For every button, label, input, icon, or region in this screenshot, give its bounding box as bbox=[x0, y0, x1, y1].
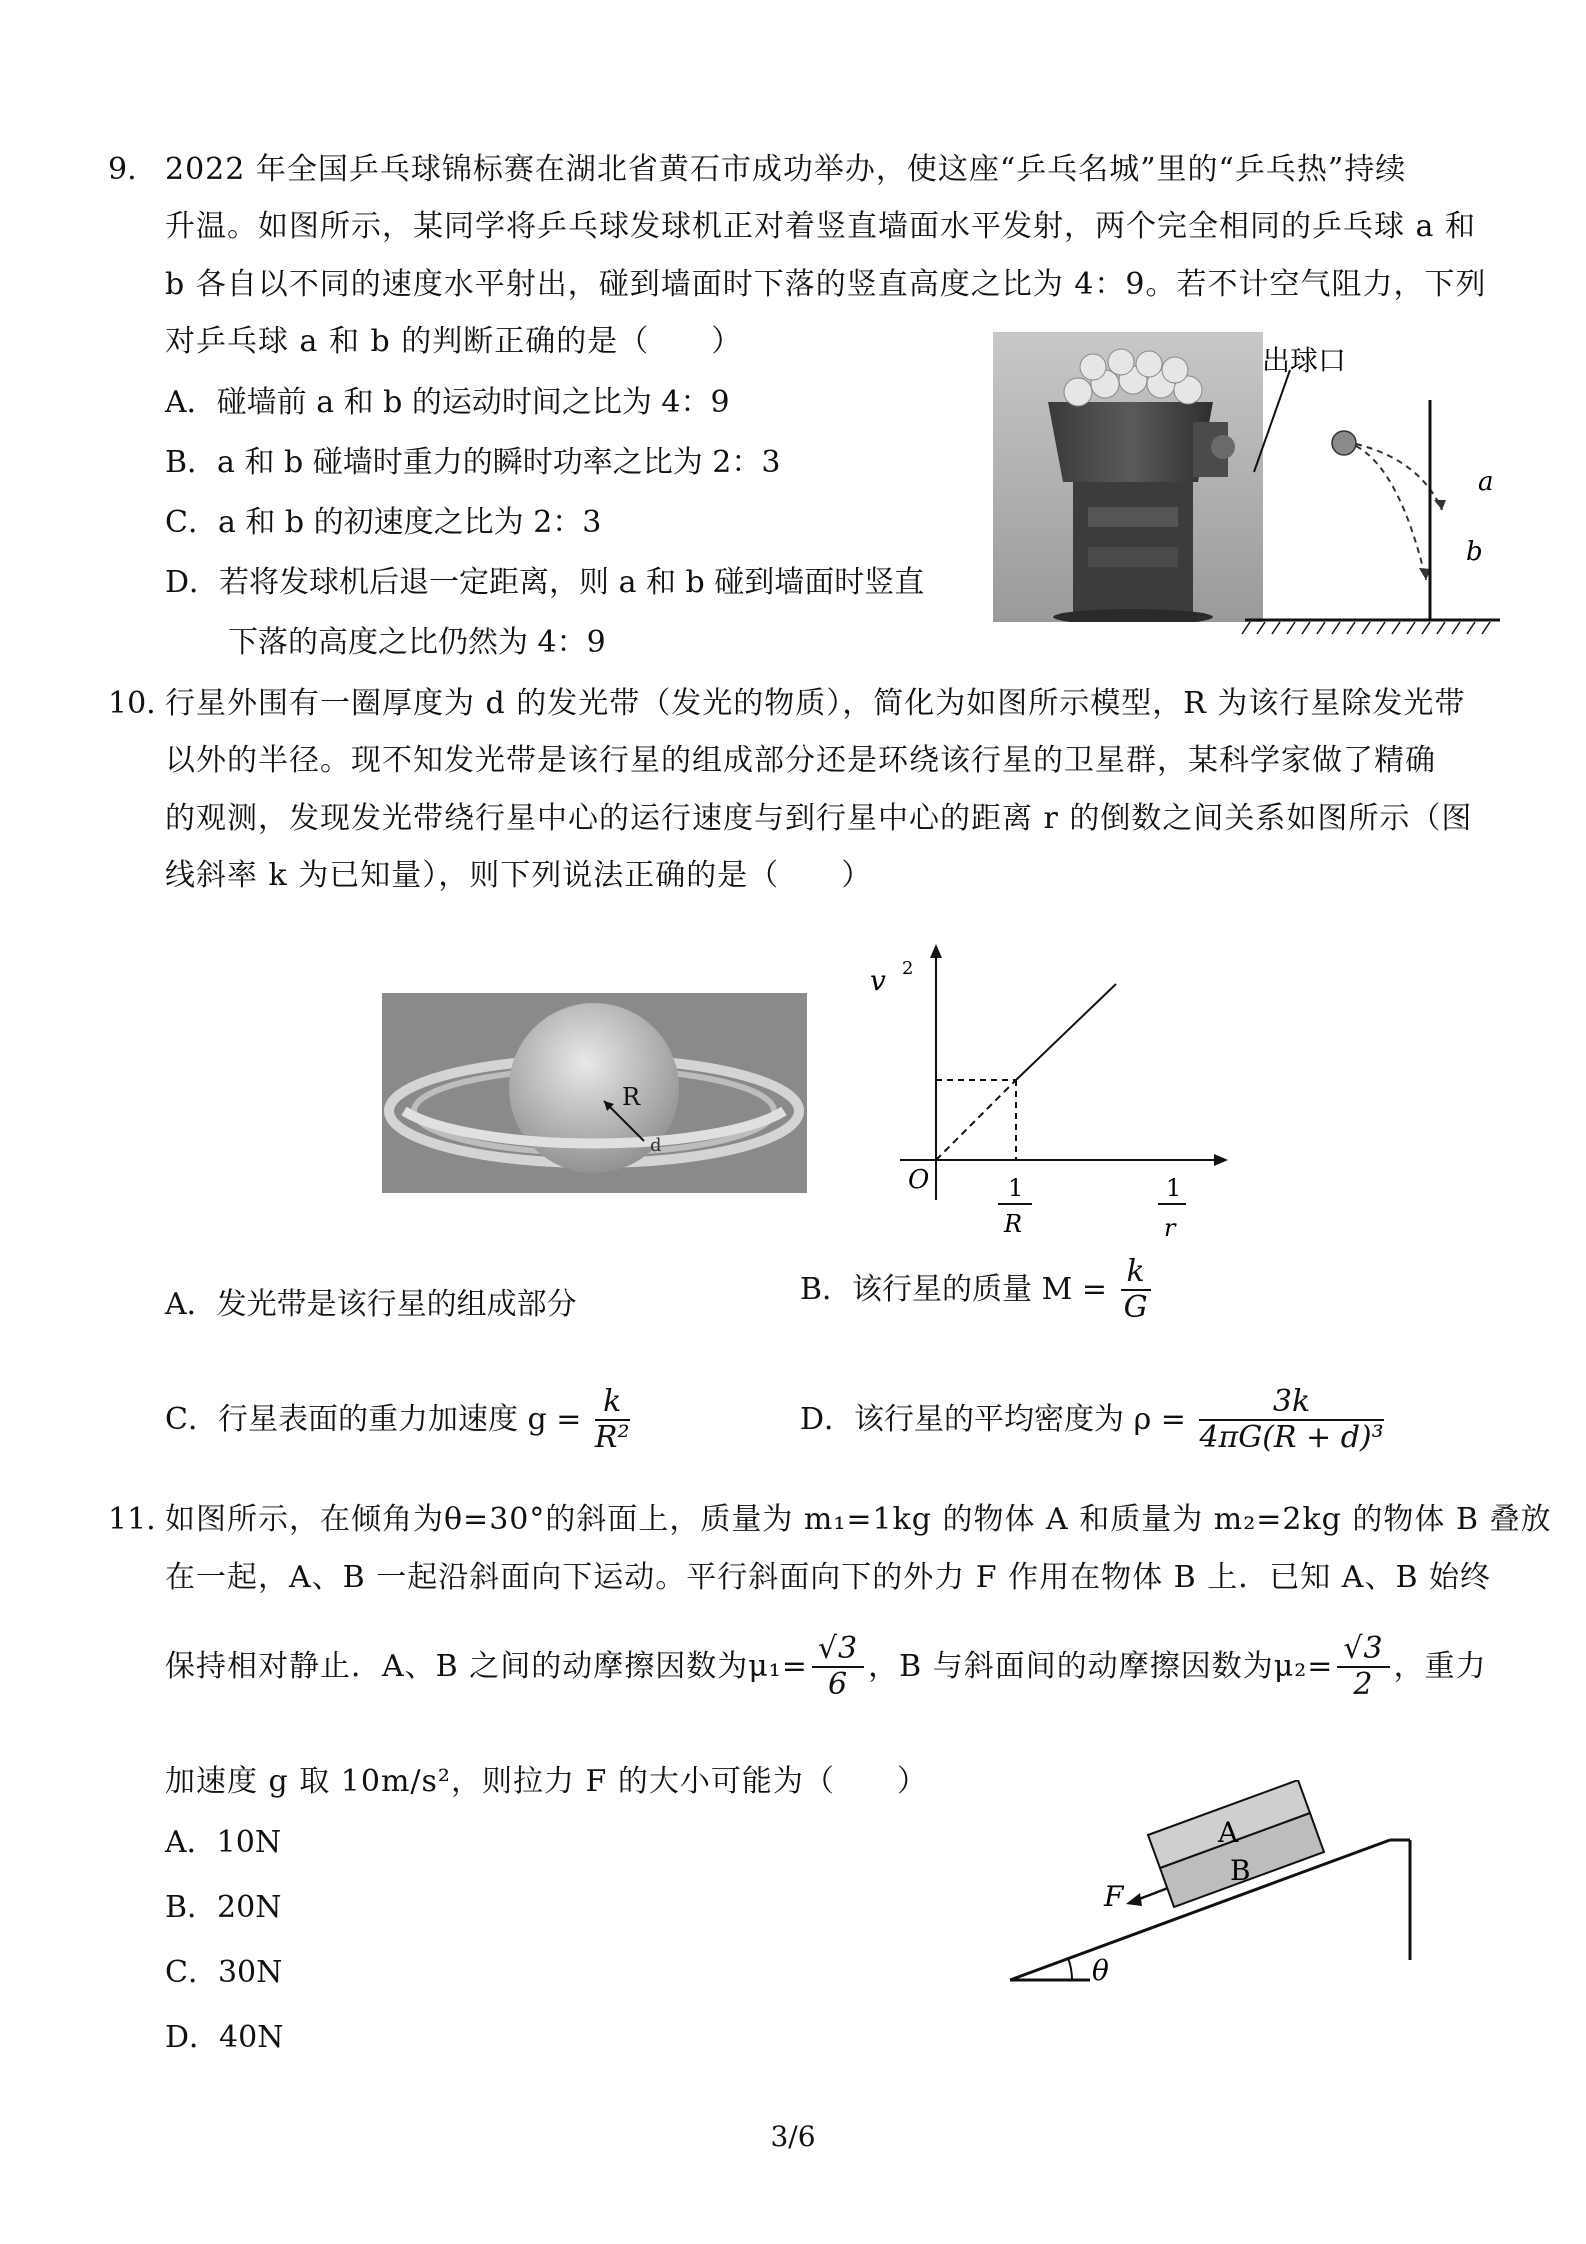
q9-text-line-1: 2022 年全国乒乓球锦标赛在湖北省黄石市成功举办，使这座“乒乓名城”里的“乒乓热”持续 bbox=[165, 152, 1407, 187]
q9-option-d-cont: 下落的高度之比仍然为 4：9 bbox=[228, 625, 606, 660]
mu2-num: √3 bbox=[1337, 1632, 1389, 1668]
q10-text-line-1: 行星外围有一圈厚度为 d 的发光带（发光的物质），简化为如图所示模型，R 为该行星除发光带 bbox=[165, 686, 1466, 721]
planet-d-label: d bbox=[650, 1135, 662, 1156]
mu1-num: √3 bbox=[812, 1632, 864, 1668]
q11-text-line-3 bbox=[165, 1632, 1487, 1702]
outlet-label: 出球口 bbox=[1262, 344, 1347, 377]
mu1-frac bbox=[812, 1632, 864, 1702]
mu1-den: 6 bbox=[827, 1667, 849, 1702]
block-a-label: A bbox=[1218, 1816, 1239, 1849]
q11-option-d: D．40N bbox=[165, 2020, 284, 2055]
q10-option-b-den: G bbox=[1123, 1290, 1148, 1325]
q10-option-d-num: 3k bbox=[1199, 1385, 1383, 1421]
q10-option-b-num: k bbox=[1121, 1255, 1151, 1291]
q11-option-c: C．30N bbox=[165, 1955, 283, 1990]
q10-text-line-3: 的观测，发现发光带绕行星中心的运行速度与到行星中心的距离 r 的倒数之间关系如图所示（图 bbox=[165, 801, 1473, 836]
planet-r-label: R bbox=[622, 1083, 641, 1111]
force-label: F bbox=[1104, 1880, 1124, 1913]
q10-option-b-frac bbox=[1121, 1255, 1151, 1325]
q10-option-b bbox=[800, 1255, 1155, 1325]
incline-diagram bbox=[1000, 1780, 1420, 1990]
mu2-frac bbox=[1337, 1632, 1389, 1702]
velocity-graph bbox=[860, 940, 1240, 1260]
q9-option-d: D．若将发球机后退一定距离，则 a 和 b 碰到墙面时竖直 bbox=[165, 565, 925, 600]
q10-option-d bbox=[800, 1385, 1388, 1455]
q9-number: 9. bbox=[108, 152, 137, 187]
ball-a-label: a bbox=[1478, 467, 1494, 497]
q11-text-line-2: 在一起，A、B 一起沿斜面向下运动。平行斜面向下的外力 F 作用在物体 B 上．已知 A、B 始终 bbox=[165, 1560, 1492, 1595]
graph-xlabel-den: r bbox=[1164, 1214, 1176, 1242]
q10-option-c-num: k bbox=[595, 1385, 630, 1421]
q10-text-line-4: 线斜率 k 为已知量），则下列说法正确的是（ ） bbox=[165, 858, 873, 893]
q9-option-a: A．碰墙前 a 和 b 的运动时间之比为 4：9 bbox=[165, 385, 730, 420]
graph-xlabel-num: 1 bbox=[1166, 1174, 1182, 1202]
q11-option-a: A．10N bbox=[165, 1825, 282, 1860]
planet-ring-photo bbox=[382, 993, 807, 1193]
q11-text-line-1: 如图所示，在倾角为θ=30°的斜面上，质量为 m₁=1kg 的物体 A 和质量为 m₂=2kg 的物体 B 叠放 bbox=[165, 1502, 1552, 1537]
q9-text-line-2: 升温。如图所示，某同学将乒乓球发球机正对着竖直墙面水平发射，两个完全相同的乒乓球 a 和 bbox=[165, 209, 1476, 244]
q11-number: 11. bbox=[108, 1502, 156, 1537]
q11-line3-b: ，B 与斜面间的动摩擦因数为μ₂= bbox=[868, 1649, 1334, 1684]
trajectory-diagram bbox=[1230, 340, 1510, 640]
q11-line3-c: ，重力 bbox=[1393, 1649, 1487, 1684]
q9-option-c: C．a 和 b 的初速度之比为 2：3 bbox=[165, 505, 602, 540]
q10-option-c-frac bbox=[595, 1385, 630, 1455]
q10-option-a: A．发光带是该行星的组成部分 bbox=[165, 1287, 577, 1322]
q9-text-line-4: 对乒乓球 a 和 b 的判断正确的是（ ） bbox=[165, 324, 743, 359]
q10-option-c-text: C．行星表面的重力加速度 g = bbox=[165, 1402, 582, 1437]
angle-label: θ bbox=[1092, 1954, 1109, 1987]
q10-number: 10. bbox=[108, 686, 156, 721]
ball-b-label: b bbox=[1466, 537, 1483, 567]
q10-option-d-frac bbox=[1199, 1385, 1383, 1455]
graph-tick-den: R bbox=[1004, 1210, 1023, 1238]
q10-option-c-den: R² bbox=[594, 1420, 630, 1455]
mu2-den: 2 bbox=[1353, 1667, 1374, 1702]
q11-line3-a: 保持相对静止．A、B 之间的动摩擦因数为μ₁= bbox=[165, 1649, 808, 1684]
ball-machine-photo bbox=[993, 332, 1263, 622]
q11-option-b: B．20N bbox=[165, 1890, 282, 1925]
graph-ylabel: v bbox=[870, 964, 886, 997]
q10-option-b-text: B．该行星的质量 M = bbox=[800, 1272, 1107, 1307]
q10-option-d-den: 4πG(R + d)³ bbox=[1199, 1420, 1384, 1455]
q11-text-line-4: 加速度 g 取 10m/s²，则拉力 F 的大小可能为（ ） bbox=[165, 1764, 928, 1799]
block-b-label: B bbox=[1230, 1854, 1251, 1887]
graph-ylabel-sup: 2 bbox=[902, 958, 914, 979]
graph-tick-num: 1 bbox=[1008, 1174, 1024, 1202]
q10-text-line-2: 以外的半径。现不知发光带是该行星的组成部分还是环绕该行星的卫星群，某科学家做了精确 bbox=[165, 743, 1436, 778]
page-number: 3/6 bbox=[770, 2120, 816, 2153]
q9-text-line-3: b 各自以不同的速度水平射出，碰到墙面时下落的竖直高度之比为 4：9。若不计空气阻力，下列 bbox=[165, 267, 1487, 302]
q9-option-b: B．a 和 b 碰墙时重力的瞬时功率之比为 2：3 bbox=[165, 445, 781, 480]
q10-option-d-text: D．该行星的平均密度为 ρ = bbox=[800, 1402, 1186, 1437]
graph-origin: O bbox=[908, 1165, 930, 1195]
q10-option-c bbox=[165, 1385, 634, 1455]
